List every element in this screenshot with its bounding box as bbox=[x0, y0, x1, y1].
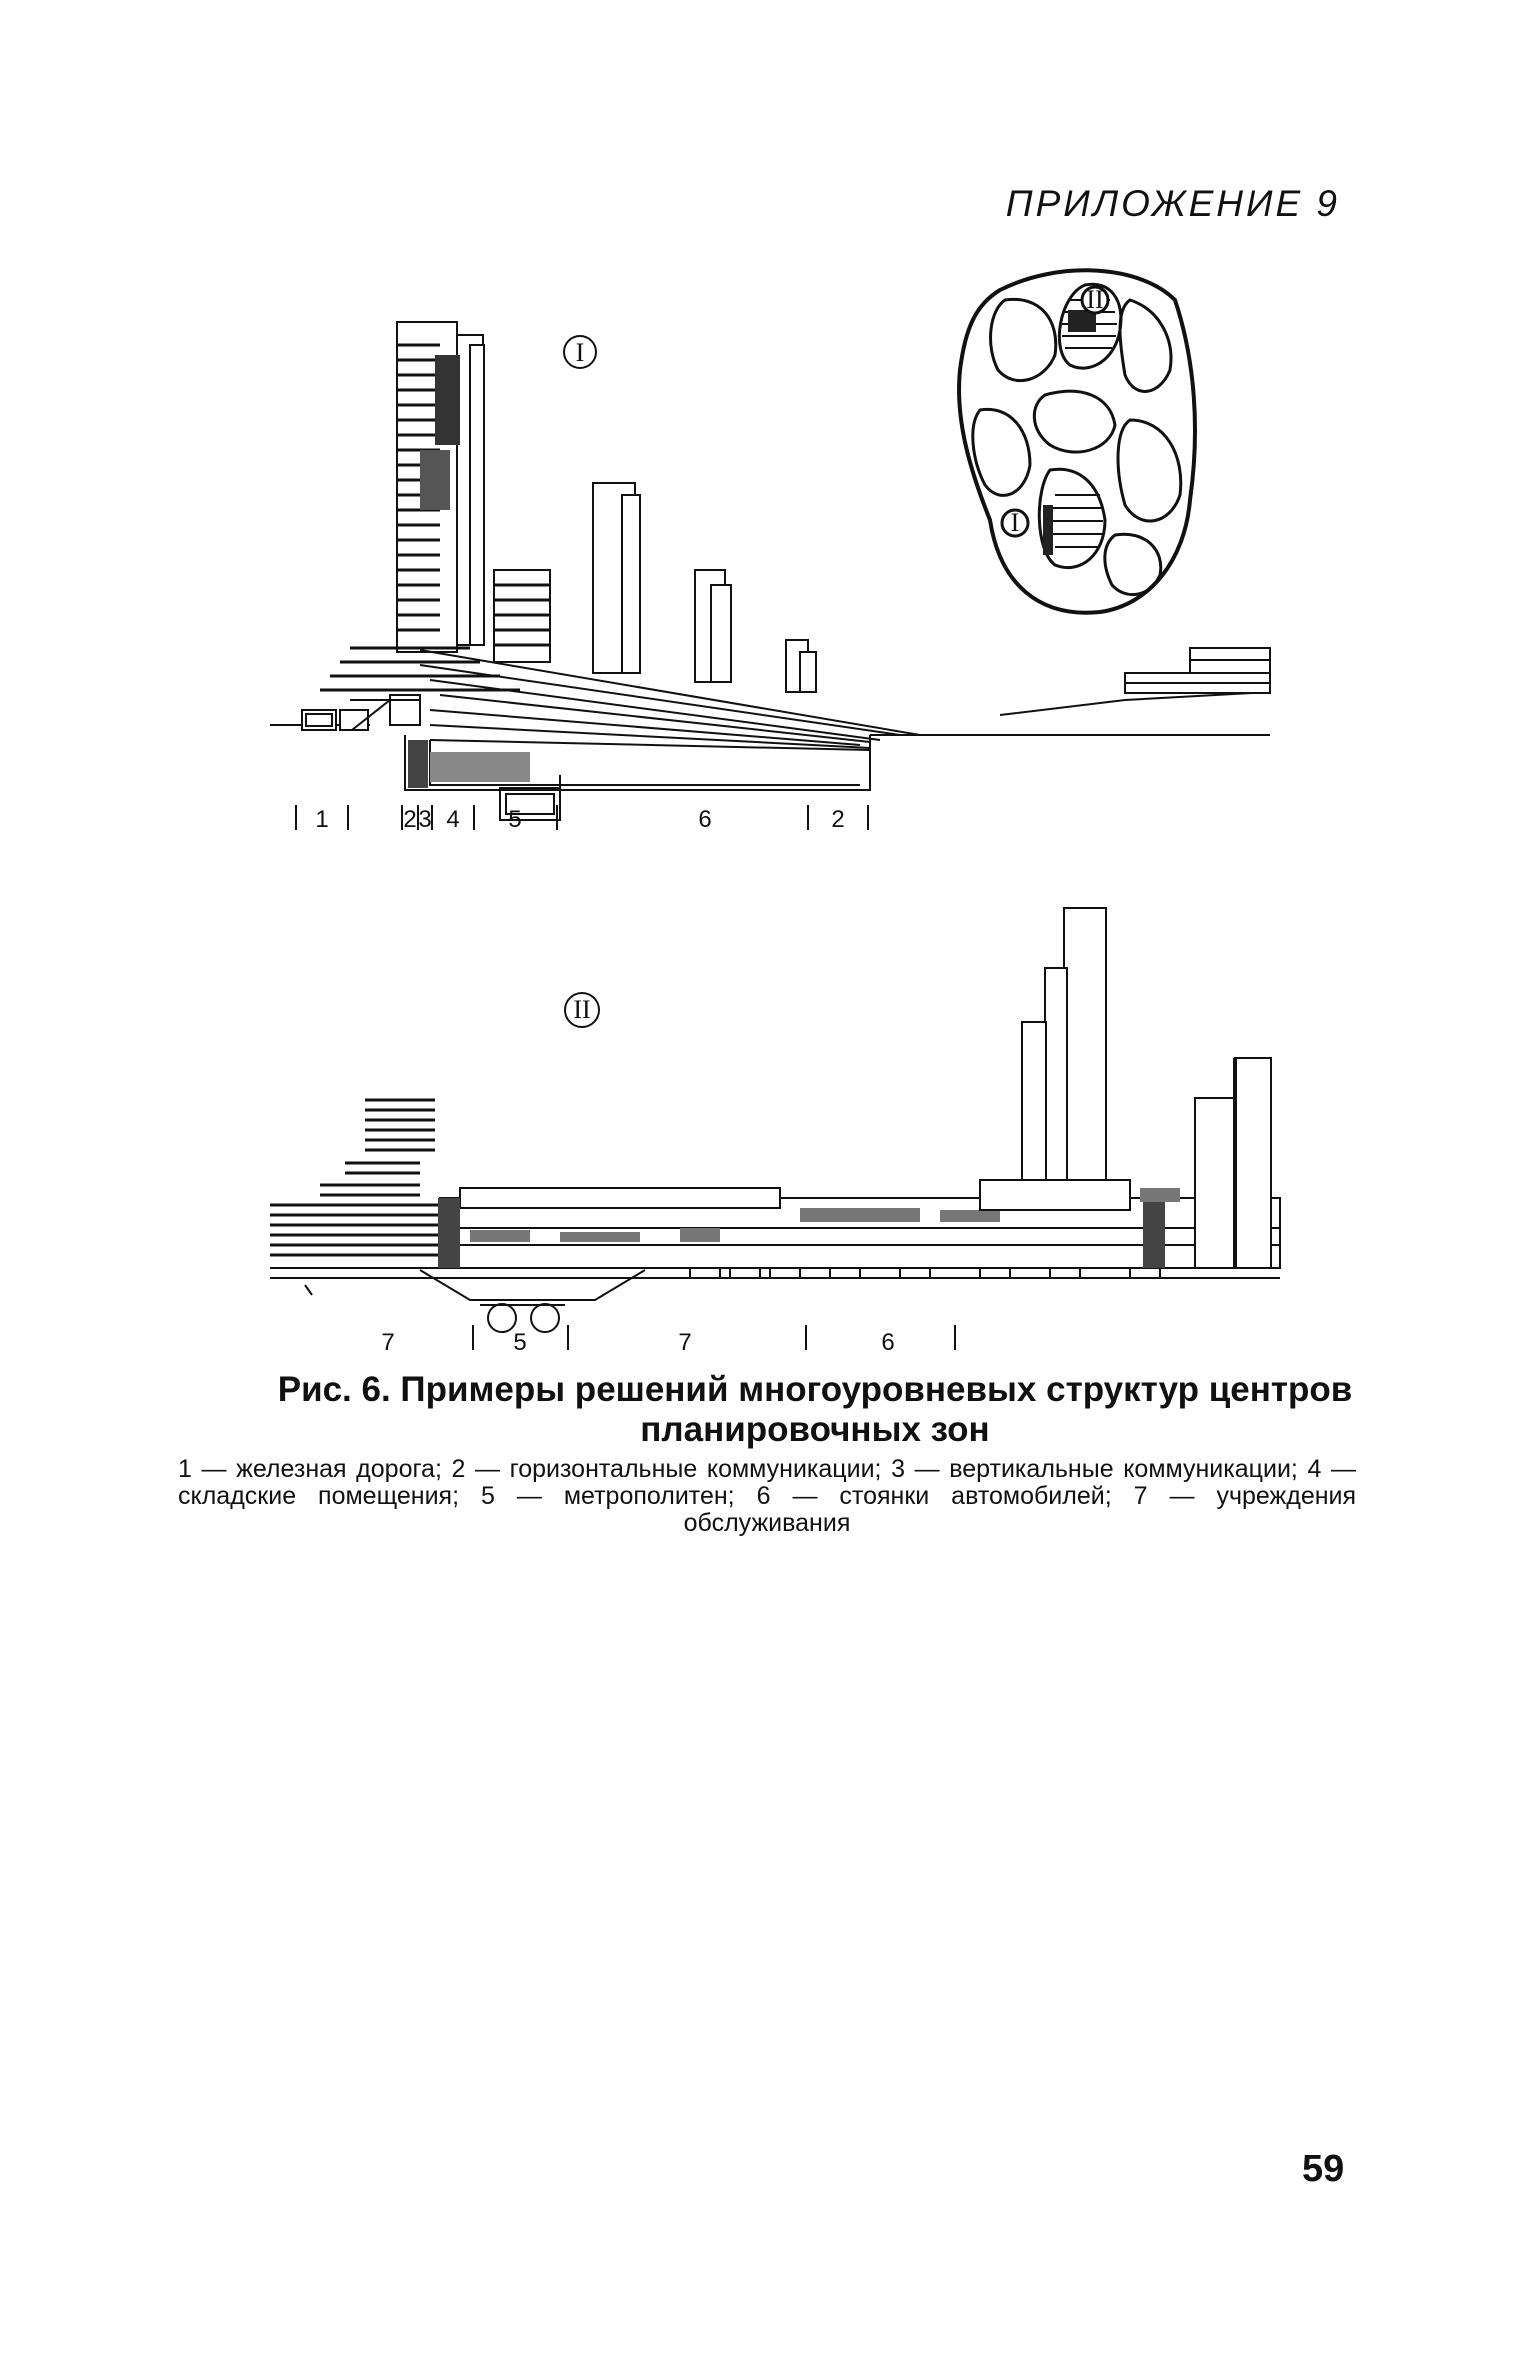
section-two-left-shaft bbox=[438, 1198, 460, 1268]
section-one-label: 2 bbox=[403, 806, 417, 833]
appendix-title: ПРИЛОЖЕНИЕ 9 bbox=[1005, 183, 1340, 224]
plan-marker-one: I bbox=[1010, 508, 1020, 537]
section-two-metro bbox=[305, 1270, 645, 1332]
legend-item: 4 — складские помещения; bbox=[178, 1455, 1356, 1510]
section-two-slabs bbox=[270, 1100, 440, 1255]
section-one-label: 4 bbox=[446, 806, 460, 833]
figure-legend bbox=[178, 1456, 1356, 1537]
section-one-tall-tower bbox=[397, 322, 484, 652]
district-plan bbox=[959, 270, 1195, 612]
section-two-label: 5 bbox=[513, 1329, 527, 1356]
section-two-drawing bbox=[270, 908, 1280, 1350]
section-one-slabs bbox=[320, 648, 520, 690]
legend-item: 6 — стоянки автомобилей; bbox=[756, 1482, 1112, 1510]
section-one-marker: I bbox=[575, 338, 585, 367]
section-two-right-shaft bbox=[1143, 1198, 1165, 1268]
section-one-dividers bbox=[296, 805, 868, 830]
legend-item: 5 — метрополитен; bbox=[481, 1482, 735, 1510]
section-two-labels bbox=[381, 1329, 894, 1356]
legend-item: 7 — учреждения обслуживания bbox=[683, 1482, 1357, 1537]
section-one-label: 5 bbox=[508, 806, 522, 833]
section-two-label: 7 bbox=[678, 1329, 692, 1356]
legend-item: 3 — вертикальные коммуникации; bbox=[891, 1455, 1298, 1483]
section-one-towers bbox=[494, 483, 816, 692]
section-two-label: 7 bbox=[381, 1329, 395, 1356]
section-one-labels bbox=[315, 806, 844, 833]
section-two-label: 6 bbox=[881, 1329, 895, 1356]
section-two-marker: II bbox=[573, 995, 591, 1024]
section-one-label: 3 bbox=[418, 806, 432, 833]
figure-caption-title: Рис. 6. Примеры решений многоуровневых структур центров планировочных зон bbox=[277, 1370, 1353, 1449]
legend-item: 1 — железная дорога; bbox=[178, 1455, 442, 1483]
section-one-low-buildings bbox=[1000, 648, 1270, 715]
section-one-label: 2 bbox=[831, 806, 845, 833]
section-one-ramps bbox=[420, 650, 920, 750]
page-number: 59 bbox=[1302, 2148, 1345, 2190]
plan-marker-two: II bbox=[1086, 285, 1104, 314]
section-one-label: 6 bbox=[698, 806, 712, 833]
legend-item: 2 — горизонтальные коммуникации; bbox=[451, 1455, 882, 1483]
section-one-label: 1 bbox=[315, 806, 329, 833]
section-one-drawing bbox=[270, 322, 1270, 830]
